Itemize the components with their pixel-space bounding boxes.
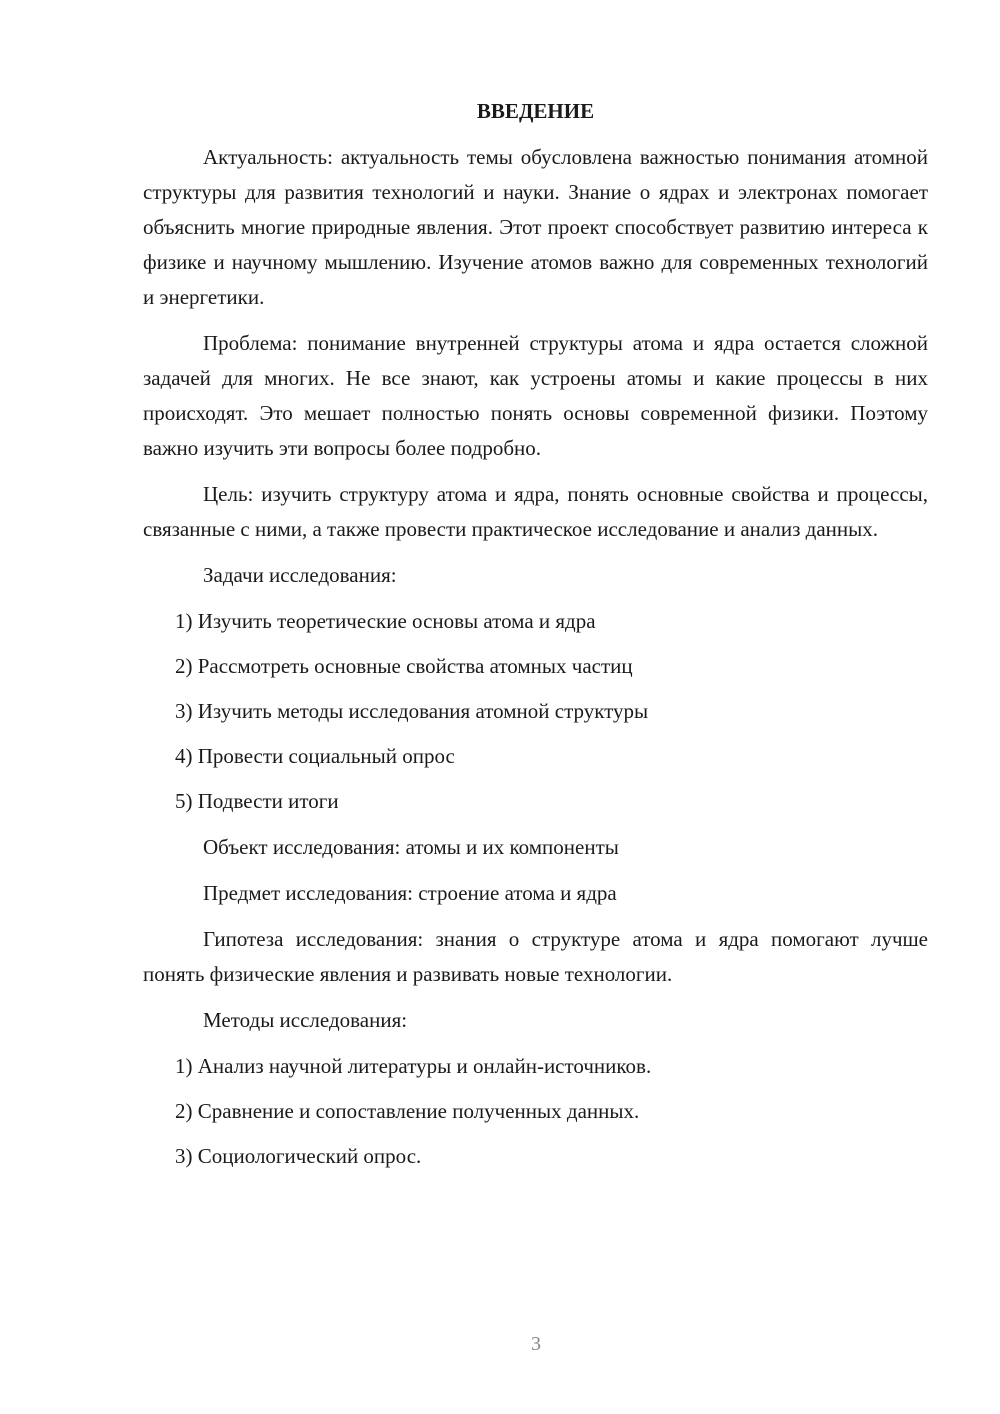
list-item: 1) Изучить теоретические основы атома и ядра [175,609,596,633]
methods-title: Методы исследования: [203,1008,408,1032]
research-object: Объект исследования: атомы и их компоненты [203,835,619,859]
tasks-title: Задачи исследования: [203,563,397,587]
goal-paragraph: Цель: изучить структуру атома и ядра, понять основные свойства и процессы, связанные с ними, а также провести практическое исследование и анализ данных. [143,482,928,541]
section-heading: ВВЕДЕНИЕ [476,99,595,123]
list-item: 3) Социологический опрос. [175,1144,422,1168]
relevance-paragraph: Актуальность: актуальность темы обусловлена важностью понимания атомной структуры для развития технологий и науки. Знание о ядрах и электронах помогает объяснить многие природные явления. Этот проект способствует развитию интереса к физике и научному мышлению. Изучение атомов важно для современных технологий и энергетики. [143,145,928,309]
research-subject: Предмет исследования: строение атома и ядра [203,881,617,905]
list-item: 5) Подвести итоги [175,789,339,813]
document-page [143,96,928,1185]
list-item: 4) Провести социальный опрос [175,744,455,768]
list-item: 2) Рассмотреть основные свойства атомных частиц [175,654,633,678]
list-item: 1) Анализ научной литературы и онлайн-источников. [175,1054,652,1078]
methods-list [143,1049,928,1174]
list-item: 3) Изучить методы исследования атомной структуры [175,699,649,723]
hypothesis-paragraph: Гипотеза исследования: знания о структуре атома и ядра помогают лучше понять физические явления и развивать новые технологии. [143,927,928,986]
list-item: 2) Сравнение и сопоставление полученных данных. [175,1099,640,1123]
page-number: 3 [531,1333,541,1355]
problem-paragraph: Проблема: понимание внутренней структуры атома и ядра остается сложной задачей для многих. Не все знают, как устроены атомы и какие процессы в них происходят. Это мешает полностью понять основы современной физики. Поэтому важно изучить эти вопросы более подробно. [143,331,928,460]
tasks-list [143,604,928,819]
